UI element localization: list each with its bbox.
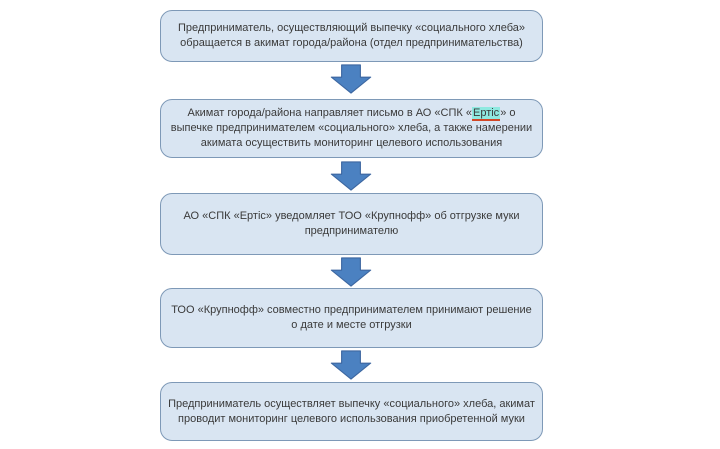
down-arrow-icon — [329, 350, 373, 380]
flow-step-2 — [160, 99, 543, 158]
flow-step-2-text-after: » о выпечке предпринимателем «социального» хлеба, а также намерении акимата осуществить мониторинг целевого использования — [170, 107, 533, 149]
flow-step-3-text: АО «СПК «Ертіс» уведомляет ТОО «Крупнофф» об отгрузке муки предпринимателю — [183, 210, 520, 237]
flow-step-5-text: Предприниматель осуществляет выпечку «социального» хлеба, акимат проводит мониторинг целевого использования приобретенной муки — [168, 397, 535, 425]
flow-step-2-text-before: Акимат города/района направляет письмо в АО «СПК « — [187, 107, 472, 120]
flow-step-2-text — [168, 106, 535, 151]
down-arrow-icon — [329, 64, 373, 94]
flow-step-5 — [160, 382, 543, 441]
down-arrow-icon — [329, 161, 373, 191]
flow-step-1-text: Предприниматель, осуществляющий выпечку «социального хлеба» обращается в акимат города/района (отдел предпринимательства) — [177, 22, 526, 49]
flow-step-1 — [160, 10, 543, 62]
down-arrow-icon — [329, 257, 373, 287]
spellcheck-highlighted-word: Ертіс — [472, 107, 500, 120]
flow-step-4 — [160, 288, 543, 348]
flow-step-3 — [160, 193, 543, 255]
flow-step-4-text: ТОО «Крупнофф» совместно предпринимателем принимают решение о дате и месте отгрузки — [171, 304, 532, 331]
